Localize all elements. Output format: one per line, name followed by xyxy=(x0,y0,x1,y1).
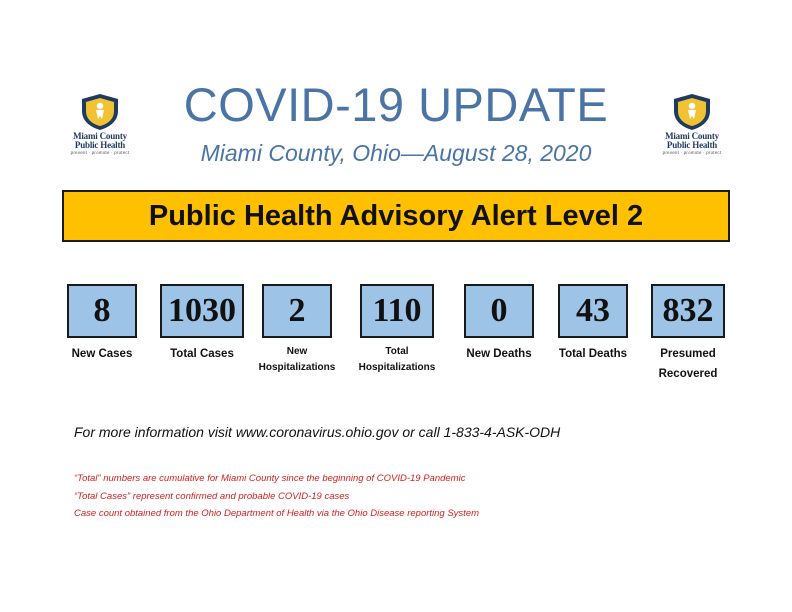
stat-new-hospitalizations xyxy=(254,284,340,376)
stat-presumed-recovered xyxy=(650,284,726,384)
stat-new-deaths xyxy=(458,284,540,363)
stat-new-cases xyxy=(66,284,138,363)
stat-label-line1: New Cases xyxy=(71,348,133,360)
stat-label-line2: Hospitalizations xyxy=(258,362,336,373)
advisory-alert-banner: Public Health Advisory Alert Level 2 xyxy=(62,190,730,242)
stat-value: 832 xyxy=(651,284,725,338)
stat-value: 43 xyxy=(558,284,628,338)
stat-value: 1030 xyxy=(160,284,244,338)
info-line: For more information visit www.coronavirus.ohio.gov or call 1-833-4-ASK-ODH xyxy=(74,424,561,440)
footnotes xyxy=(74,470,479,523)
stat-total-hospitalizations xyxy=(354,284,440,376)
logo-org-line1: Miami County xyxy=(73,131,127,141)
stat-label xyxy=(354,344,440,376)
stat-value: 0 xyxy=(464,284,534,338)
footnote: Case count obtained from the Ohio Department of Health via the Ohio Disease reporting System xyxy=(74,508,480,519)
footnote: “Total” numbers are cumulative for Miami County since the beginning of COVID-19 Pandemic xyxy=(74,473,466,484)
stat-label-line1: New xyxy=(286,346,308,357)
stat-total-cases xyxy=(160,284,244,363)
stat-label-line1: Presumed xyxy=(660,348,716,360)
stat-label xyxy=(160,346,244,363)
page-subtitle: Miami County, Ohio—August 28, 2020 xyxy=(200,140,592,166)
logo-tagline: prevent · promote · protect xyxy=(70,150,130,155)
stat-value: 2 xyxy=(262,284,332,338)
stat-label-line1: Total xyxy=(385,346,409,357)
stat-total-deaths xyxy=(552,284,634,363)
stat-label-line2: Hospitalizations xyxy=(358,362,436,373)
stat-label-line1: New Deaths xyxy=(466,348,532,360)
stat-label-line1: Total Cases xyxy=(170,348,234,360)
logo-org-line2: Public Health xyxy=(666,140,718,150)
footnote: “Total Cases” represent confirmed and probable COVID-19 cases xyxy=(74,490,350,502)
stat-label-line1: Total Deaths xyxy=(558,348,628,360)
stat-label xyxy=(254,344,340,376)
logo-org-line2: Public Health xyxy=(74,140,126,150)
stat-value: 110 xyxy=(360,284,434,338)
stat-label xyxy=(650,344,726,384)
stat-label xyxy=(552,346,634,363)
logo-tagline: prevent · promote · protect xyxy=(662,150,722,155)
stat-label xyxy=(66,346,138,363)
stat-label-line2: Recovered xyxy=(658,368,718,380)
page-title: COVID-19 UPDATE xyxy=(183,78,609,131)
logo-org-line1: Miami County xyxy=(665,131,719,141)
stat-label xyxy=(458,346,540,363)
stat-value: 8 xyxy=(67,284,137,338)
